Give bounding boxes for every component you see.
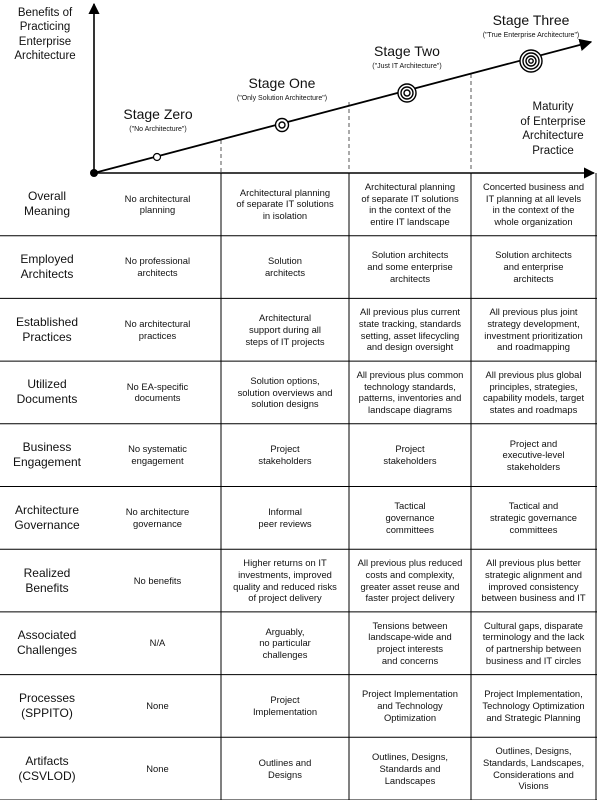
table-cell: No architectural practices	[124, 317, 191, 341]
x-axis-label: Maturity of Enterprise Architecture Practice	[520, 101, 586, 158]
table-cell: No benefits	[133, 574, 182, 586]
stage-one-marker	[276, 119, 289, 132]
table-cell: Arguably, no particular challenges	[259, 625, 311, 661]
table-cell: Informal peer reviews	[258, 506, 312, 529]
table-cell: Outlines, Designs, Standards, Landscapes, Considerations and Visions	[482, 745, 585, 792]
table-cell: Concerted business and IT planning at all levels in the context of the whole organization	[482, 180, 585, 228]
table-cell: No EA-specific documents	[126, 380, 189, 404]
row-header: Realized Benefits	[23, 565, 71, 595]
row-header: Overall Meaning	[23, 189, 71, 219]
table-cell: Architectural planning of separate IT solutions in isolation	[236, 186, 334, 222]
table-cell: No architectural planning	[124, 192, 191, 216]
table-cell: All previous plus current state tracking, standards setting, asset lifecycling and design oversight	[358, 306, 462, 353]
row-header: Employed Architects	[20, 252, 74, 282]
stage-three-subtitle: ("True Enterprise Architecture")	[482, 32, 580, 39]
table-cell: No professional architects	[124, 255, 191, 279]
table-cell: Higher returns on IT investments, improved quality and reduced risks of project delivery	[233, 557, 337, 604]
table-cell: All previous plus joint strategy development, investment prioritization and roadmapping	[484, 306, 583, 353]
row-header: Architecture Governance	[14, 502, 80, 532]
row-header: Utilized Documents	[16, 377, 78, 407]
table-cell: Architectural support during all steps of IT projects	[245, 312, 325, 347]
table-cell: Solution architects and some enterprise architects	[367, 249, 453, 284]
table-cell: Project Implementation, Technology Optimization and Strategic Planning	[482, 688, 585, 723]
table-cell: Solution architects	[264, 255, 306, 279]
stage-one-title: Stage One	[248, 75, 316, 91]
row-header: Established Practices	[15, 314, 79, 344]
stage-zero-title: Stage Zero	[123, 106, 193, 122]
row-header: Processes (SPPITO)	[18, 690, 76, 720]
table-cell: None	[146, 762, 169, 774]
table-cell: Project stakeholders	[383, 443, 437, 467]
row-header: Associated Challenges	[16, 628, 78, 658]
stage-zero-marker	[154, 154, 161, 161]
y-axis-label: Benefits of Practicing Enterprise Architecture	[14, 7, 76, 63]
table-cell: No systematic engagement	[128, 443, 187, 467]
table-cell: Project and executive-level stakeholders	[502, 437, 565, 473]
table-cell: Project Implementation and Technology Optimization	[362, 688, 458, 723]
table-cell: Cultural gaps, disparate terminology and the lack of partnership between business and IT circles	[482, 619, 585, 666]
stage-zero-subtitle: ("No Architecture")	[129, 126, 187, 133]
stage-two-subtitle: ("Just IT Architecture")	[372, 63, 442, 70]
stage-two-marker	[398, 84, 416, 102]
table-cell: Outlines and Designs	[258, 756, 312, 780]
table-cell: All previous plus global principles, strategies, capability models, target states and roadmaps	[482, 368, 585, 416]
stage-three-title: Stage Three	[492, 12, 570, 28]
table-cell: All previous plus common technology standards, patterns, inventories and landscape diagrams	[356, 368, 464, 416]
table-cell: Tactical and strategic governance committees	[489, 500, 578, 535]
table-cell: Project Implementation	[252, 694, 318, 717]
table-cell: All previous plus better strategic alignment and improved consistency between business and IT	[481, 557, 586, 604]
table-cell: Architectural planning of separate IT solutions in the context of the entire IT landscape	[361, 180, 459, 228]
stage-one-subtitle: ("Only Solution Architecture")	[236, 95, 328, 102]
table-cell: No architecture governance	[125, 506, 190, 529]
stage-two-title: Stage Two	[374, 43, 440, 59]
table-cell: Tactical governance committees	[385, 500, 435, 535]
row-header: Artifacts (CSVLOD)	[18, 753, 76, 783]
table-cell: Tensions between landscape-wide and project interests and concerns	[368, 619, 452, 666]
table-cell: N/A	[149, 637, 166, 649]
stage-three-marker	[520, 50, 542, 72]
table-cell: Project stakeholders	[258, 443, 312, 467]
row-header: Business Engagement	[12, 440, 82, 470]
table-cell: Solution options, solution overviews and solution designs	[237, 374, 333, 410]
table-cell: All previous plus reduced costs and complexity, greater asset reuse and faster project delivery	[357, 557, 463, 604]
table-cell: None	[146, 700, 169, 712]
table-cell: Outlines, Designs, Standards and Landscapes	[371, 751, 449, 786]
table-cell: Solution architects and enterprise architects	[495, 249, 572, 284]
